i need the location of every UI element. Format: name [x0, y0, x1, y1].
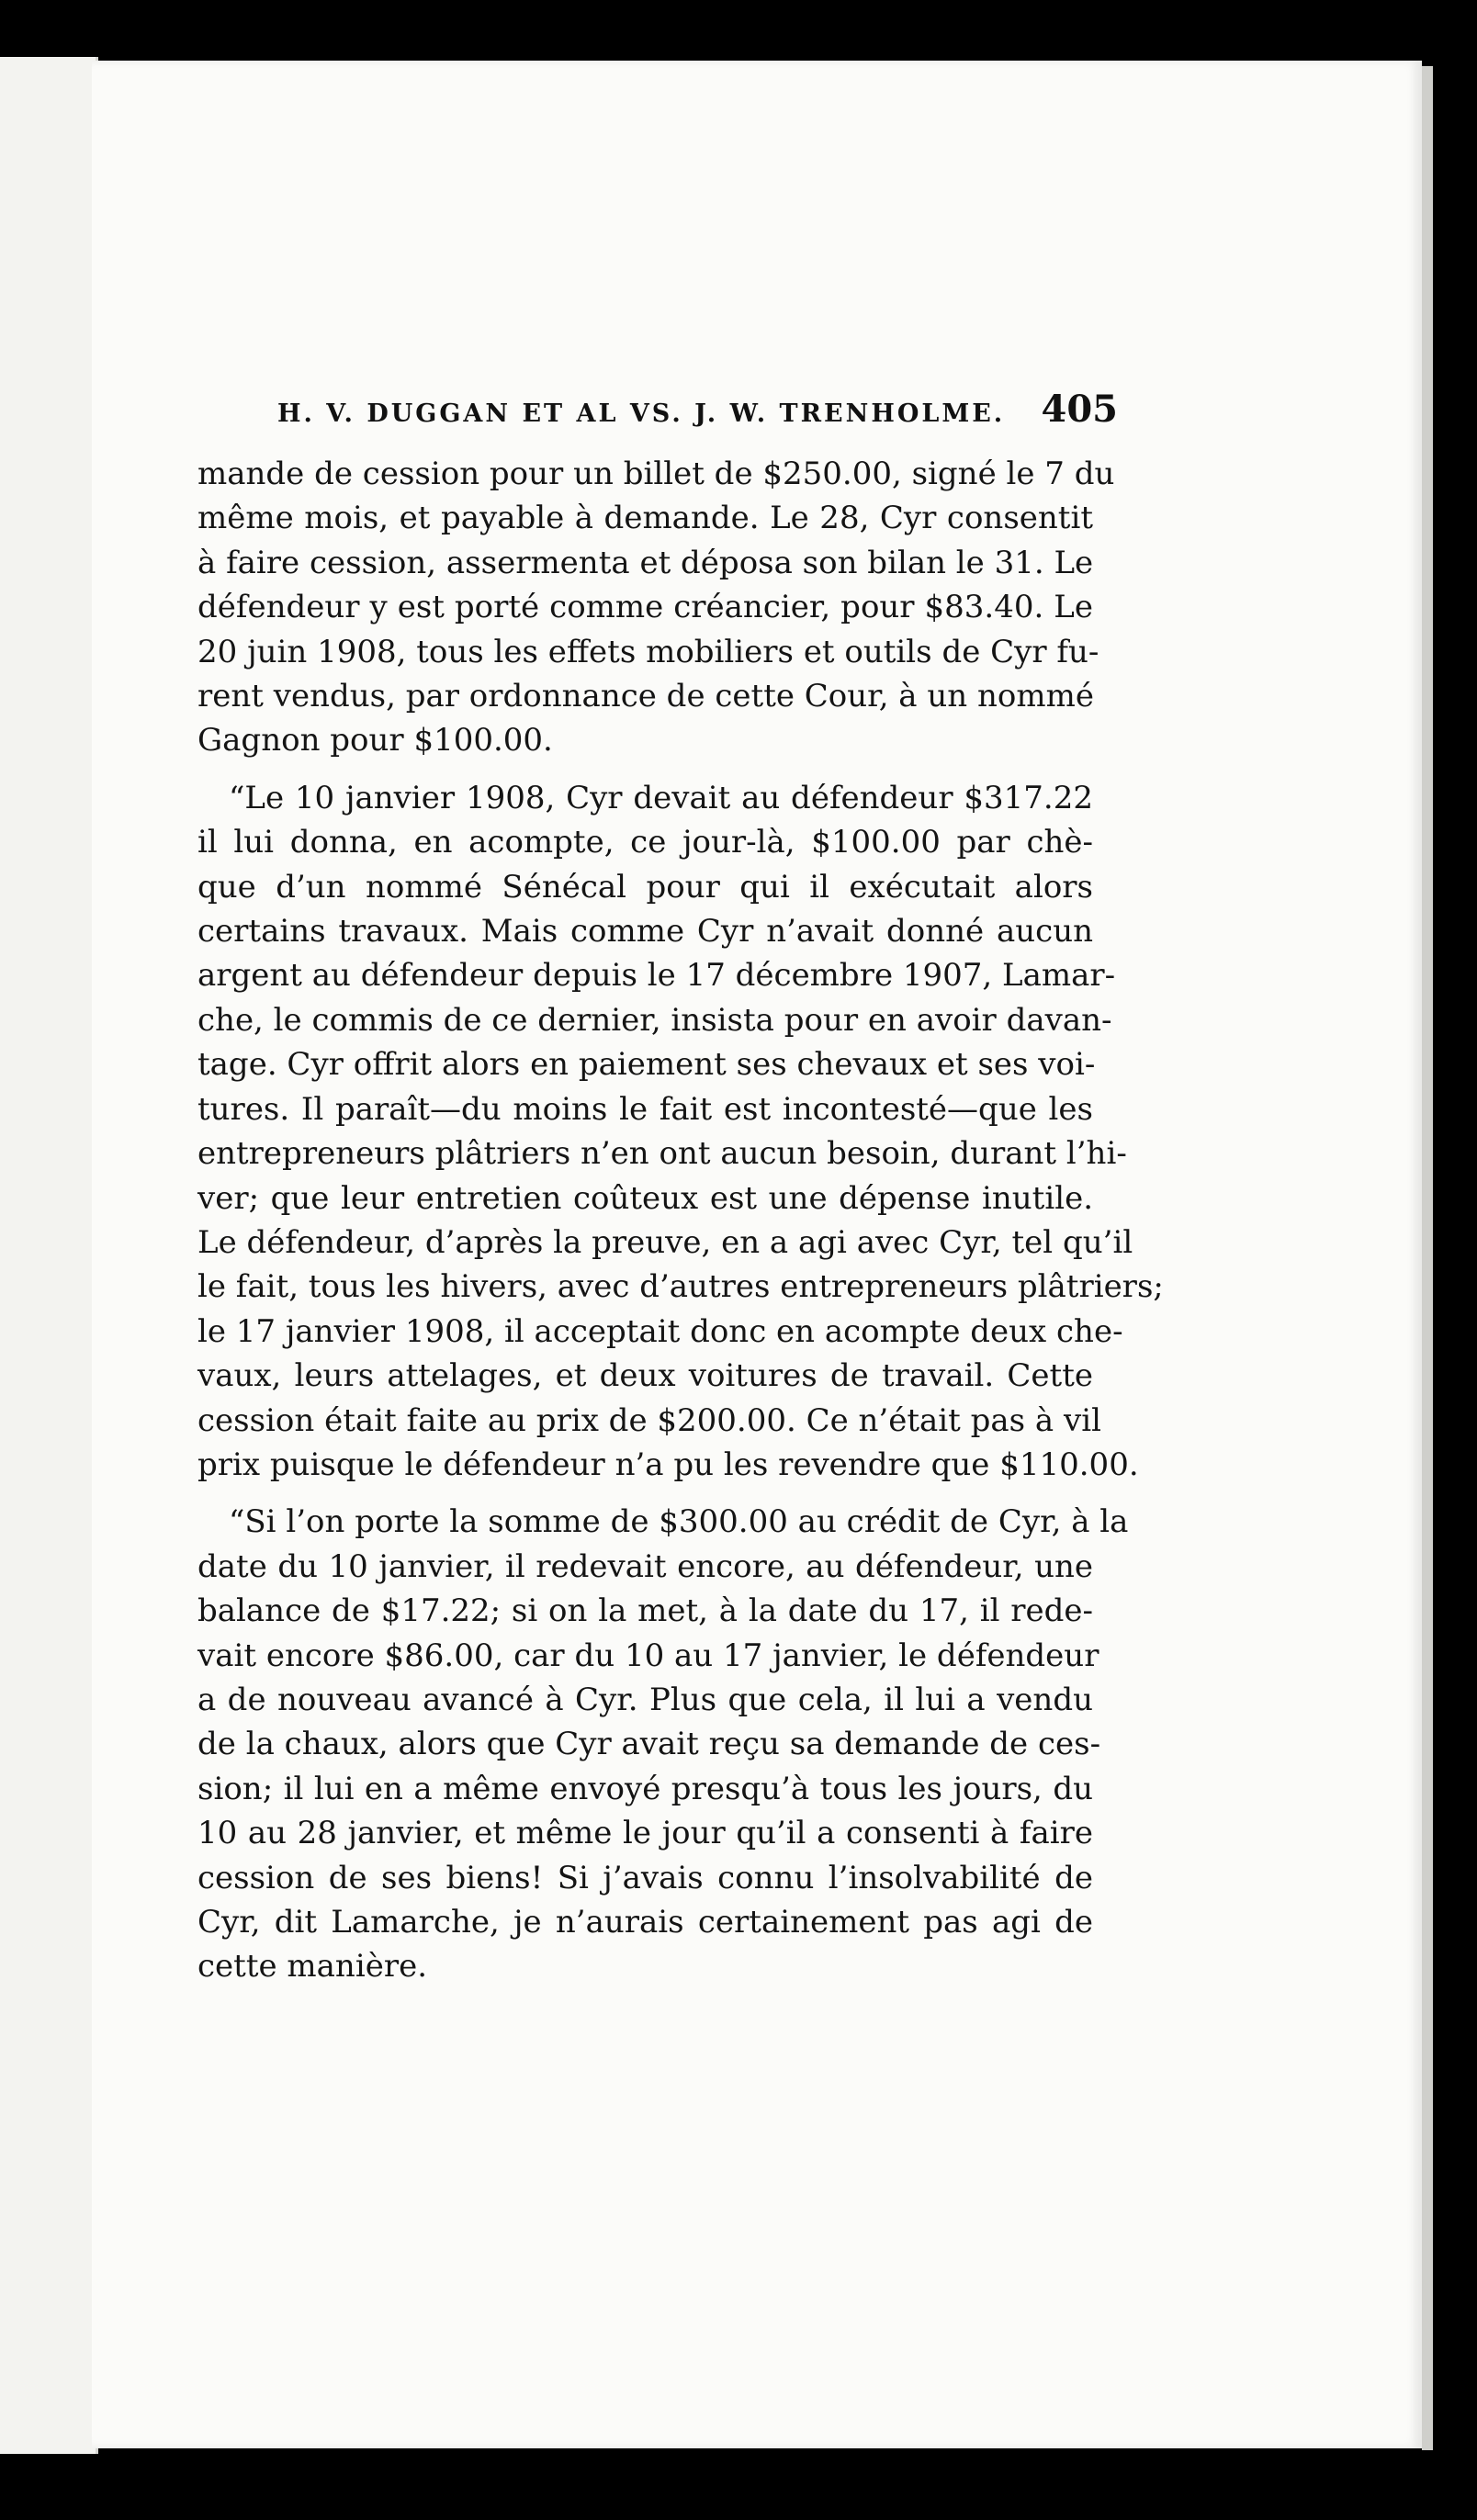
text-line: argent au défendeur depuis le 17 décembre 1907, Lamar- — [197, 957, 1116, 995]
text-line: même mois, et payable à demande. Le 28, Cyr consentit — [197, 500, 1093, 537]
text-line: défendeur y est porté comme créancier, pour $83.40. Le — [197, 589, 1093, 626]
text-line: tage. Cyr offrit alors en paiement ses chevaux et ses voi- — [197, 1046, 1096, 1084]
text-line: certains travaux. Mais comme Cyr n’avait donné aucun — [197, 913, 1093, 951]
text-line: Le défendeur, d’après la preuve, en a agi avec Cyr, tel qu’il — [197, 1223, 1133, 1261]
text-line: cession était faite au prix de $200.00. Ce n’était pas à vil — [197, 1401, 1101, 1439]
text-line: sion; il lui en a même envoyé presqu’à tous les jours, du — [197, 1770, 1093, 1807]
text-line: vait encore $86.00, car du 10 au 17 janvier, le défendeur — [197, 1637, 1099, 1674]
text-line: Gagnon pour $100.00. — [197, 722, 553, 759]
text-line: a de nouveau avancé à Cyr. Plus que cela, il lui a vendu — [197, 1681, 1093, 1718]
text-line: che, le commis de ce dernier, insista pour en avoir davan- — [197, 1001, 1112, 1039]
text-line: le fait, tous les hivers, avec d’autres entrepreneurs plâtriers; — [197, 1268, 1164, 1306]
text-line: rent vendus, par ordonnance de cette Cour, à un nommé — [197, 678, 1094, 715]
text-line: tures. Il paraît—du moins le fait est incontesté—que les — [197, 1090, 1093, 1128]
text-line: vaux, leurs attelages, et deux voitures de travail. Cette — [197, 1357, 1093, 1395]
paragraph-1 — [197, 452, 1115, 763]
text-line: cette manière. — [197, 1948, 428, 1986]
previous-page-edge — [0, 57, 98, 2454]
text-line: de la chaux, alors que Cyr avait reçu sa demande de ces- — [197, 1726, 1101, 1763]
paragraph-3 — [197, 1500, 1129, 1988]
text-line: entrepreneurs plâtriers n’en ont aucun besoin, durant l’hi- — [197, 1135, 1127, 1173]
text-line: cession de ses biens! Si j’avais connu l’insolvabilité de — [197, 1859, 1093, 1896]
paragraph-2 — [197, 776, 1164, 1488]
body-text — [197, 452, 1164, 1989]
text-line: date du 10 janvier, il redevait encore, au défendeur, une — [197, 1547, 1093, 1585]
text-line: à faire cession, assermenta et déposa son bilan le 31. Le — [197, 544, 1094, 581]
page-edge-shadow — [1422, 66, 1433, 2450]
running-header-title: H. V. DUGGAN ET AL VS. J. W. TRENHOLME. — [277, 399, 1006, 428]
text-line: le 17 janvier 1908, il acceptait donc en acompte deux che- — [197, 1312, 1123, 1350]
text-line: “Si l’on porte la somme de $300.00 au crédit de Cyr, à la — [229, 1503, 1129, 1541]
text-line: Cyr, dit Lamarche, je n’aurais certainement pas agi de — [197, 1904, 1093, 1941]
text-line: balance de $17.22; si on la met, à la date du 17, il rede- — [197, 1592, 1093, 1630]
text-line: “Le 10 janvier 1908, Cyr devait au défendeur $317.22 — [229, 779, 1093, 816]
text-line: il lui donna, en acompte, ce jour-là, $100.00 par chè- — [197, 824, 1093, 861]
text-line: 20 juin 1908, tous les effets mobiliers et outils de Cyr fu- — [197, 633, 1099, 670]
text-line: que d’un nommé Sénécal pour qui il exécutait alors — [197, 868, 1093, 906]
text-line: prix puisque le défendeur n’a pu les revendre que $110.00. — [197, 1446, 1139, 1483]
text-line: ver; que leur entretien coûteux est une dépense inutile. — [197, 1179, 1093, 1217]
text-line: 10 au 28 janvier, et même le jour qu’il a consenti à faire — [197, 1815, 1093, 1852]
running-header — [277, 388, 1118, 437]
page-number: 405 — [1041, 388, 1118, 431]
text-line: mande de cession pour un billet de $250.00, signé le 7 du — [197, 456, 1115, 492]
